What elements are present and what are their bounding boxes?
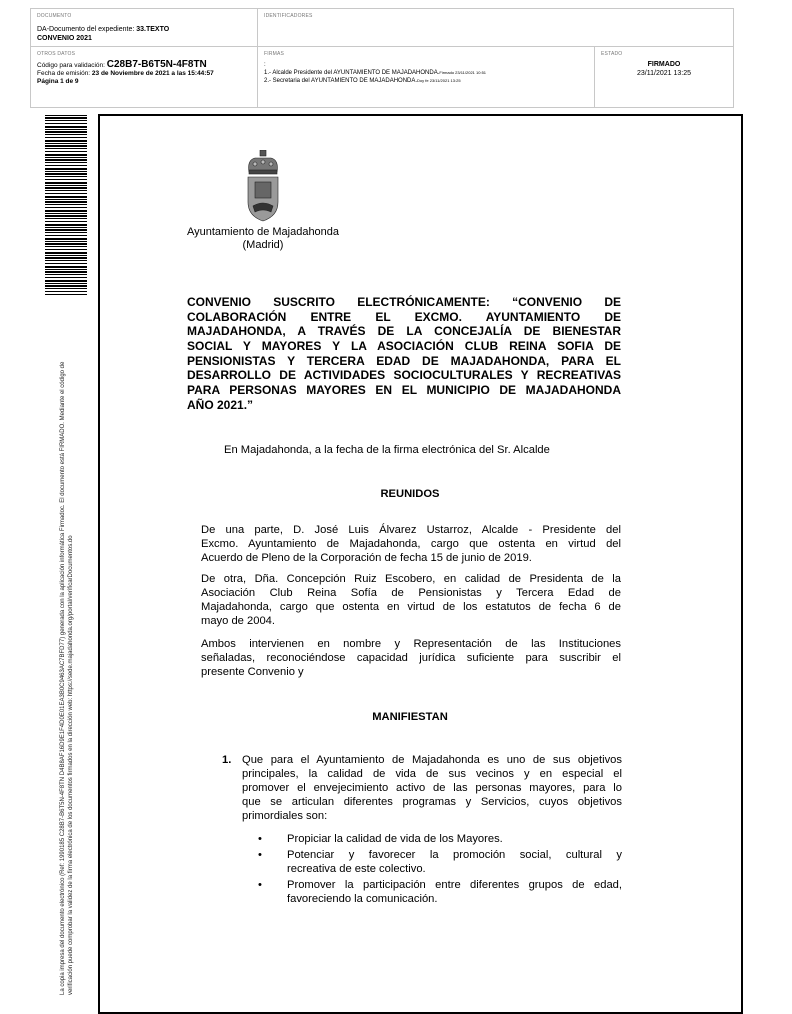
paragraph-ambos: Ambos intervienen en nombre y Representación de las Instituciones señaladas, reconociéndose capacidad jurídica suficiente para suscribir el presente Convenio y — [201, 638, 621, 678]
document-metadata-header — [30, 8, 734, 108]
ayuntamiento-name: Ayuntamiento de Majadahonda (Madrid) — [186, 226, 340, 251]
page-count: Página 1 de 9 — [37, 78, 79, 85]
estado-label: ESTADO — [601, 51, 623, 57]
otros-datos-label: OTROS DATOS — [37, 51, 76, 57]
otros-datos-cell — [31, 47, 258, 107]
identificadores-label: IDENTIFICADORES — [264, 13, 313, 19]
documento-cell — [31, 9, 258, 47]
signature-1: 1.- Alcalde Presidente del AYUNTAMIENTO DE MAJADAHONDA. — [264, 70, 440, 76]
estado-cell — [595, 47, 733, 107]
barcode — [45, 115, 87, 295]
documento-name: DA-Documento del expediente: 33.TEXTO CONVENIO 2021 — [37, 26, 170, 42]
place-date-line: En Majadahonda, a la fecha de la firma electrónica del Sr. Alcalde — [224, 444, 550, 456]
item-number: 1. — [222, 754, 232, 766]
verification-side-text: La copia impresa del documento electrónico (Ref: 1990185 C28B7-B6T5N-4F8TN D4B8AF16D9E1F4D0E01EA3B0C9463AC7BFD77) generada con la aplicación informática Firmadoc. El documento está FIRMADO. Mediante el código de verificación puede comprobar la validez de la firma electrónica de los documentos firmados en la dirección web: https://sede.majadahonda.org/portal/verificarDocumentos.do — [60, 361, 74, 995]
coat-of-arms-icon — [243, 150, 283, 222]
paragraph-alcalde: De una parte, D. José Luis Álvarez Ustarroz, Alcalde - Presidente del Excmo. Ayuntamiento de Majadahonda, cargo que ostenta en virtud del Acuerdo de Pleno de la Corporación de fecha 15 de junio de 2019. — [201, 524, 621, 564]
signatures: : 1.- Alcalde Presidente del AYUNTAMIENTO DE MAJADAHONDA.Firmado 23/11/2021 10:51 2.- Secretaria del AYUNTAMIENTO DE MAJADAHONDA.Doy fe 23/11/2021 13:25 — [264, 62, 487, 84]
estado-value: FIRMADO 23/11/2021 13:25 — [637, 61, 691, 77]
identificadores-cell — [258, 9, 733, 47]
manifiestan-heading: MANIFIESTAN — [372, 711, 448, 723]
firmas-cell — [258, 47, 595, 107]
bullet-icon: • — [258, 879, 262, 891]
validation-code-line: Código para validación: C28B7-B6T5N-4F8TN — [37, 59, 207, 70]
paragraph-presidenta: De otra, Dña. Concepción Ruiz Escobero, en calidad de Presidenta de la Asociación Club Reina Sofía de Pensionistas y Tercera Edad de Majadahonda, cargo que ostenta en virtud de los estatutos de fecha 6 de mayo de 2004. — [201, 573, 621, 627]
validation-code[interactable]: C28B7-B6T5N-4F8TN — [106, 59, 207, 70]
documento-label: DOCUMENTO — [37, 13, 72, 19]
firmas-label: FIRMAS — [264, 51, 285, 57]
reunidos-heading: REUNIDOS — [380, 488, 440, 500]
signature-2: 2.- Secretaria del AYUNTAMIENTO DE MAJADAHONDA. — [264, 78, 418, 84]
emission-date-line: Fecha de emisión: 23 de Noviembre de 2021 a las 15:44:57 — [37, 70, 214, 77]
bullet-icon: • — [258, 833, 262, 845]
document-title: CONVENIO SUSCRITO ELECTRÓNICAMENTE: “CONVENIO DE COLABORACIÓN ENTRE EL EXCMO. AYUNTAMIENTO DE MAJADAHONDA, A TRAVÉS DE LA CONCEJALÍA DE BIENESTAR SOCIAL Y MAYORES Y LA ASOCIACIÓN CLUB REINA SOFIA DE PENSIONISTAS Y TERCERA EDAD DE MAJADAHONDA, PARA EL DESARROLLO DE ACTIVIDADES SOCIOCULTURALES Y RECREATIVAS PARA PERSONAS MAYORES EN EL MUNICIPIO DE MAJADAHONDA AÑO 2021.” — [187, 295, 621, 412]
bullet-icon: • — [258, 849, 262, 861]
